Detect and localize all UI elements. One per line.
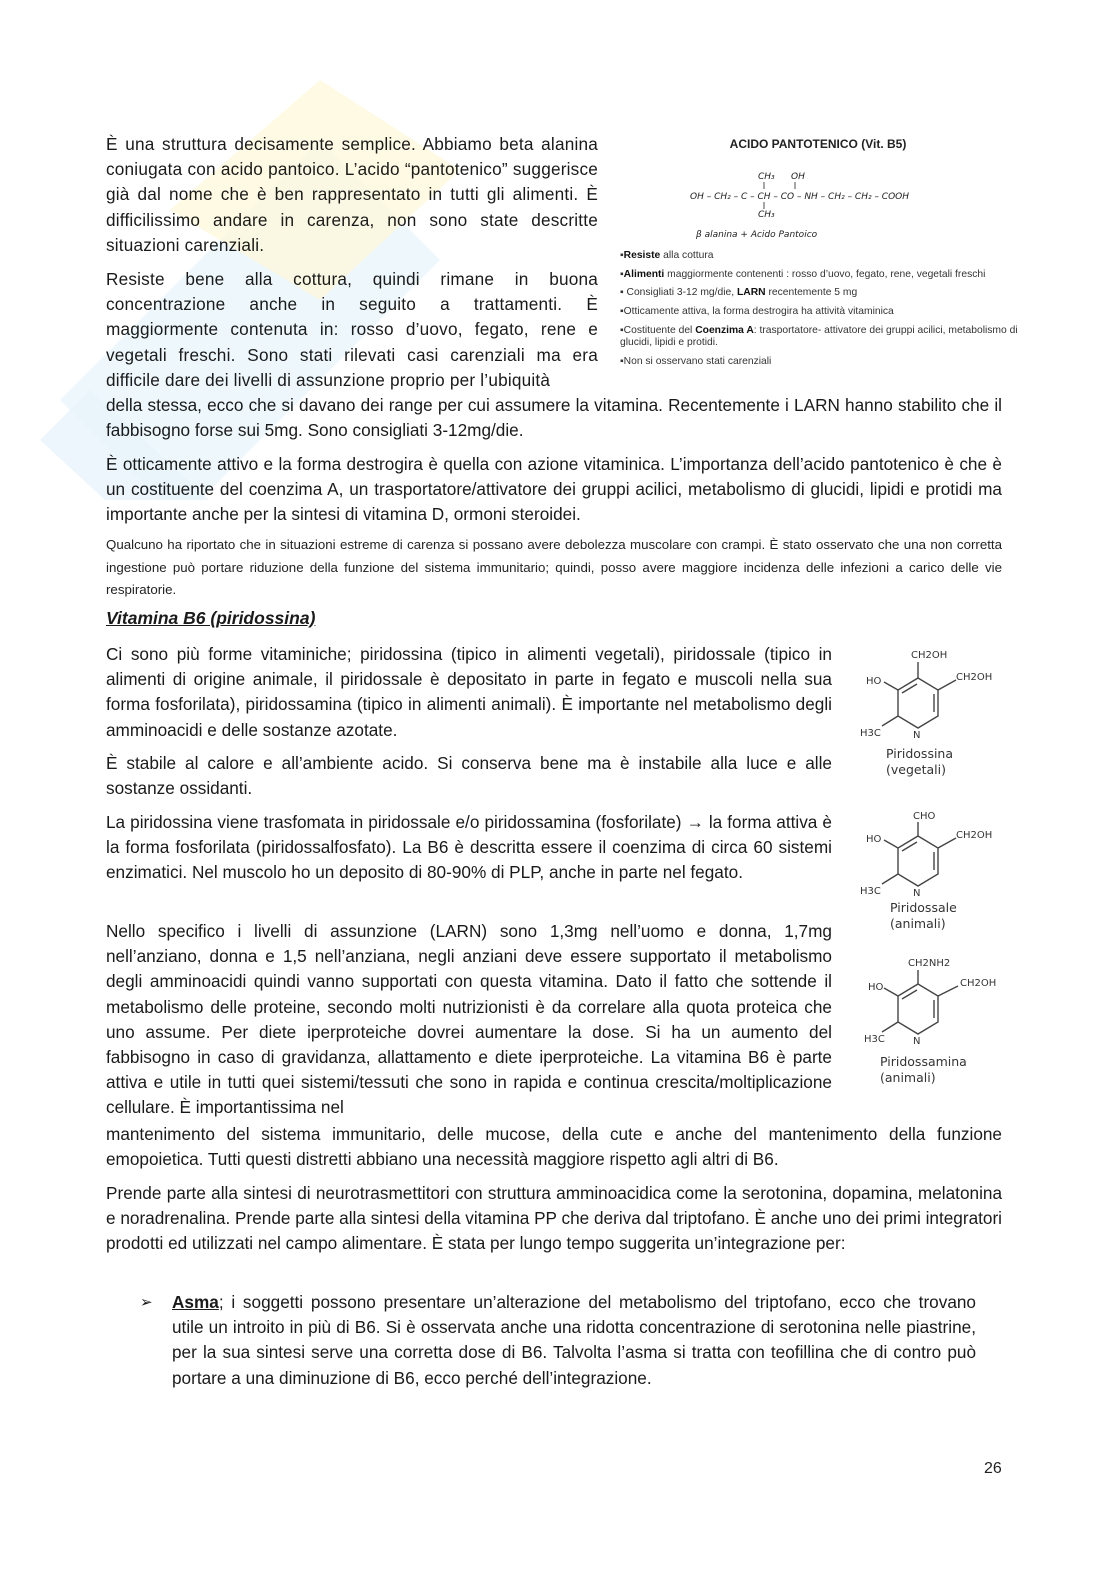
svg-text:H3C: H3C — [864, 1034, 885, 1045]
molecule-source: (animali) — [890, 916, 946, 931]
svg-text:CH₃: CH₃ — [758, 172, 775, 182]
b5-paragraph-cooking: Resiste bene alla cottura, quindi rimane in buona concentrazione anche in seguito a trattamenti. È maggiormente contenuta in: rosso d’uovo, fegato, rene e vegetali freschi. Sono stati rilevati casi carenziali ma era difficile dare dei livelli di assunzione proprio per l’ubiquità — [106, 269, 598, 390]
molecule-name: Piridossina — [886, 746, 954, 761]
molecule-source: (vegetali) — [886, 762, 946, 777]
b6-paragraph-larn: Nello specifico i livelli di assunzione (LARN) sono 1,3mg nell’uomo e donna, 1,7mg nell’anziano, donna e 1,5 nell’anziana, negli anziani deve essere supportato il metabolismo degli amminoacidi quindi vanno supportati con questa vitamina. Dato il fatto che sottende il metabolismo delle proteine, secondo molti nutrizionisti è da correlare alla quota proteica che uno assume. Per diete iperproteiche dovrei aumentare la dose. Si ha un aumento del fabbisogno in caso di gravidanza, allattamento e diete iperproteiche. La vitamina B6 è parte attiva e utile in tutti quei sistemi/tessuti che sono in rapida e continua crescita/moltiplicazione cellulare. È importantissima nel — [106, 921, 832, 1118]
svg-text:HO: HO — [866, 676, 882, 687]
b6-paragraph-stability: È stabile al calore e all’ambiente acido. Si conserva bene ma è instabile alla luce e alle sostanze ossidanti. — [106, 753, 832, 799]
molecule-name: Piridossamina — [880, 1054, 967, 1069]
pantothenic-acid-structural-formula — [678, 167, 988, 247]
svg-text:HO: HO — [866, 834, 882, 845]
b6-paragraph-phosphorylation: La piridossina viene trasfomata in piridossale e/o piridossamina (fosforilate) → la forma attiva è la forma fosforilata (piridossalfosfato). La B6 è descritta essere il coenzima di circa 60 sistemi enzimatici. Nel muscolo ho un deposito di 80-90% di PLP, anche in parte nel fegato. — [106, 812, 832, 883]
svg-text:N: N — [913, 1036, 921, 1047]
figure-title: ACIDO PANTOTENICO (Vit. B5) — [729, 137, 907, 151]
molecule-name: Piridossale — [890, 900, 957, 915]
pantothenic-acid-figure — [618, 132, 1018, 392]
bullet-body: ; i soggetti possono presentare un’alterazione del metabolismo del triptofano, ecco che trovano utile un introito in più di B6. Si è osservata anche una ridotta concentrazione di serotonina nelle piastrine, per la sua sintesi serve una corretta dose di B6. Talvolta l’asma si tratta con teofillina che di contro può portare a una diminuzione di B6, ecco perché dell’integrazione. — [172, 1292, 976, 1388]
svg-text:CHO: CHO — [913, 811, 936, 822]
figure-bullet-list — [620, 250, 1020, 375]
svg-text:β alanina + Acido Pantoico: β alanina + Acido Pantoico — [696, 230, 818, 240]
b5-paragraph-coenzyme: È otticamente attivo e la forma destrogira è quella con azione vitaminica. L’importanza dell’acido pantotenico è che è un costituente del coenzima A, un trasportatore/attivatore dei gruppi acilici, metabolismo di glucidi, lipidi e protidi ma importante anche per la sintesi di vitamina D, ormoni steroidei. — [106, 454, 1002, 525]
svg-text:H3C: H3C — [860, 728, 881, 739]
arrowhead-bullet-icon: ➢ — [140, 1294, 153, 1311]
pyridoxamine-molecule — [856, 954, 1026, 1086]
svg-text:N: N — [913, 888, 921, 899]
page-number: 26 — [984, 1460, 1002, 1477]
pyridoxal-molecule — [856, 808, 1026, 932]
svg-text:H3C: H3C — [860, 886, 881, 897]
molecule-source: (animali) — [880, 1070, 936, 1085]
b6-bullet-asthma — [106, 1290, 1002, 1391]
figure-bullet: ▪Alimenti maggiormente contenenti : rosso d’uovo, fegato, rene, vegetali freschi — [620, 268, 986, 280]
section-heading-b6: Vitamina B6 (piridossina) — [106, 608, 316, 628]
svg-text:N: N — [913, 730, 921, 741]
b5-paragraph-structure: È una struttura decisamente semplice. Abbiamo beta alanina coniugata con acido pantoico. L’acido “pantotenico” suggerisce già dal nome che è ben rappresentato in tutti gli alimenti. È difficilissimo andare in carenza, non sono state descritte situazioni carenziali. — [106, 134, 598, 255]
svg-text:OH – CH₂ – C – CH – CO – NH –: OH – CH₂ – C – CH – CO – NH – CH₂ – CH₂ – COOH — [690, 192, 910, 202]
figure-bullet: ▪Costituente del Coenzima A: trasportatore- attivatore dei gruppi acilici, metabolismo di glucidi, lipidi e protidi. — [620, 324, 1018, 349]
svg-text:CH2OH: CH2OH — [911, 650, 948, 661]
b5-paragraph-larn: della stessa, ecco che si davano dei range per cui assumere la vitamina. Recentemente i LARN hanno stabilito che il fabbisogno forse sui 5mg. Sono consigliati 3-12mg/die. — [106, 395, 1002, 441]
figure-bullet: ▪Resiste alla cottura — [620, 250, 714, 261]
bullet-term: Asma — [172, 1292, 219, 1312]
svg-text:CH2OH: CH2OH — [960, 978, 997, 989]
figure-bullet: ▪ Consigliati 3-12 mg/die, LARN recentemente 5 mg — [620, 287, 858, 299]
b5-deficiency-note: Qualcuno ha riportato che in situazioni estreme di carenza si possano avere debolezza muscolare con crampi. È stato osservato che una non corretta ingestione può portare riduzione della funzione del sistema immunitario; quindi, posso avere maggiore incidenza delle infezioni a carico delle vie respiratorie. — [106, 537, 1002, 597]
b6-paragraph-forms: Ci sono più forme vitaminiche; piridossina (tipico in alimenti vegetali), piridossale (tipico in alimenti di origine animale, il piridossale è depositato in parte in fegato e muscoli nella sua forma fosforilata), piridossamina (tipico in alimenti animali). È importante nel metabolismo degli amminoacidi e delle sostanze azotate. — [106, 644, 832, 740]
pyridine-ring-diagram — [856, 646, 1006, 746]
svg-text:CH₃: CH₃ — [758, 210, 775, 220]
svg-text:OH: OH — [791, 172, 805, 182]
pyridine-ring-diagram — [856, 954, 1006, 1054]
svg-text:HO: HO — [868, 982, 884, 993]
bullet-text — [146, 1290, 976, 1391]
svg-text:CH2OH: CH2OH — [956, 672, 993, 683]
b6-paragraph-immune: mantenimento del sistema immunitario, delle mucose, della cute e anche del mantenimento della funzione emopoietica. Tutti questi distretti abbiano una necessità maggiore rispetto agli altri di B6. — [106, 1124, 1002, 1170]
pyridine-ring-diagram — [856, 808, 1006, 900]
figure-bullet: ▪Otticamente attiva, la forma destrogira ha attività vitaminica — [620, 306, 894, 318]
svg-text:CH2OH: CH2OH — [956, 830, 993, 841]
figure-bullet: ▪Non si osservano stati carenziali — [620, 355, 772, 367]
b6-paragraph-neurotransmitters: Prende parte alla sintesi di neurotrasmettitori con struttura amminoacidica come la serotonina, dopamina, melatonina e noradrenalina. Prende parte alla sintesi della vitamina PP che deriva dal triptofano. È anche uno dei primi integratori prodotti ed utilizzati nel campo alimentare. È stata per lungo tempo suggerita un’integrazione per: — [106, 1183, 1002, 1254]
pyridoxine-molecule — [856, 646, 1026, 778]
svg-text:CH2NH2: CH2NH2 — [908, 958, 951, 969]
